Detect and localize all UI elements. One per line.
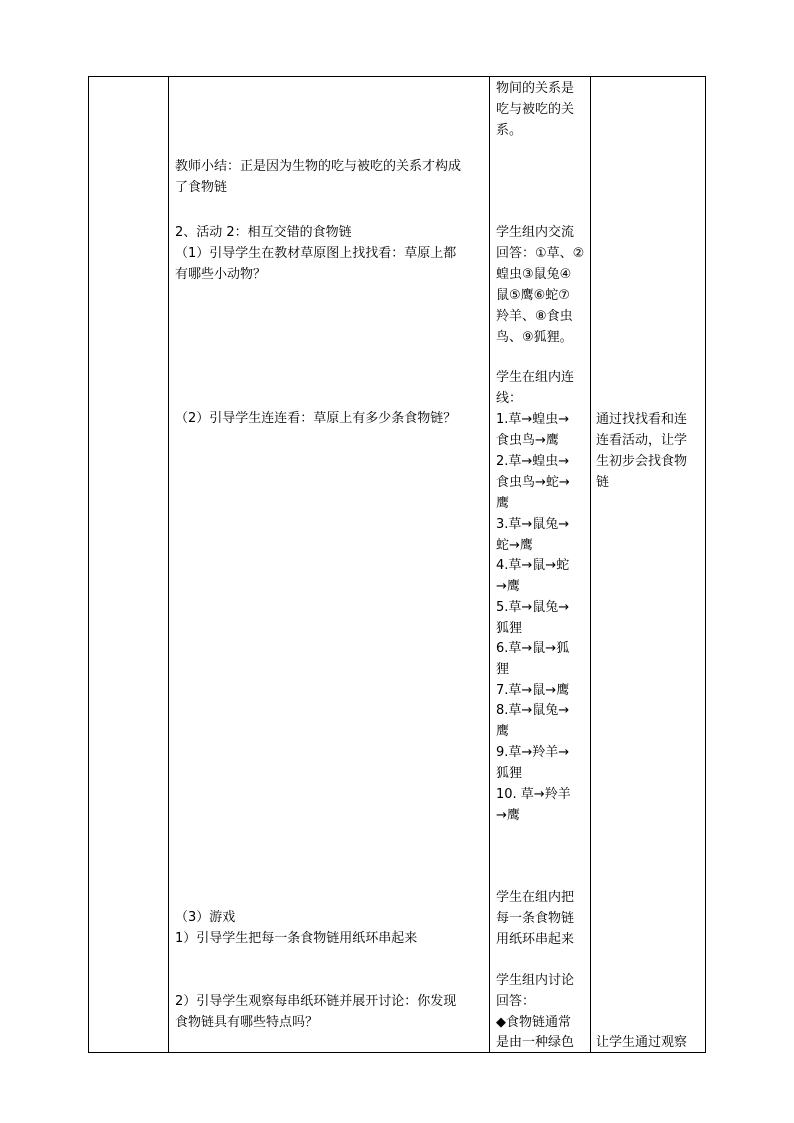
connect-line: 8.草→鼠兔→ xyxy=(496,703,570,718)
connect-line: 2.草→蝗虫→ xyxy=(496,454,570,469)
connect-line: 鹰 xyxy=(496,724,510,739)
step1-line: 有哪些小动物？ xyxy=(175,267,267,282)
student-answer-line: 鸟、⑨狐狸。 xyxy=(496,330,573,345)
intent-line: 链 xyxy=(596,475,610,490)
connect-line: 6.草→鼠→狐 xyxy=(496,641,570,656)
student-answer-line: 羚羊、⑧食虫 xyxy=(496,309,573,324)
step1-line: （1）引导学生在教材草原图上找找看：草原上都 xyxy=(175,246,457,261)
student-cont-line: 系。 xyxy=(496,123,523,138)
game-line: 用纸环串起来 xyxy=(496,932,575,947)
student-cont-line: 物间的关系是 xyxy=(496,81,575,96)
connect-line: 狸 xyxy=(496,662,510,677)
game-line: 学生在组内把 xyxy=(496,890,575,905)
intent-line: 让学生通过观察 xyxy=(596,1035,688,1050)
connect-line: 鹰 xyxy=(496,496,510,511)
connect-line: 3.草→鼠兔→ xyxy=(496,517,570,532)
connect-line: 狐狸 xyxy=(496,766,523,781)
discuss-line: ◆食物链通常 xyxy=(496,1015,571,1030)
lesson-table xyxy=(88,76,706,1053)
intent-line: 通过找找看和连 xyxy=(596,412,688,427)
connect-line: 5.草→鼠兔→ xyxy=(496,600,570,615)
connect-line: 食虫鸟→鹰 xyxy=(496,433,559,448)
connect-line: 4.草→鼠→蛇 xyxy=(496,558,570,573)
discuss-line: 回答： xyxy=(496,994,536,1009)
student-answer-line: 学生组内交流 xyxy=(496,225,575,240)
connect-line: 7.草→鼠→鹰 xyxy=(496,683,570,698)
connect-line: 食虫鸟→蛇→ xyxy=(496,475,570,490)
step3-1-text: 1）引导学生把每一条食物链用纸环串起来 xyxy=(175,931,418,946)
teacher-summary-line: 了食物链 xyxy=(175,180,228,195)
connect-line: 线： xyxy=(496,391,523,406)
discuss-line: 是由一种绿色 xyxy=(496,1035,575,1050)
activity2-title: 2、活动 2：相互交错的食物链 xyxy=(175,225,352,240)
step3-title: （3）游戏 xyxy=(175,910,236,925)
connect-line: 1.草→蝗虫→ xyxy=(496,412,570,427)
discuss-line: 学生组内讨论 xyxy=(496,973,575,988)
connect-line: 狐狸 xyxy=(496,621,523,636)
connect-line: 9.草→羚羊→ xyxy=(496,745,570,760)
student-answer-line: 鼠⑤鹰⑥蛇⑦ xyxy=(496,288,570,303)
column-divider xyxy=(168,77,169,1052)
game-line: 每一条食物链 xyxy=(496,911,575,926)
connect-line: 学生在组内连 xyxy=(496,370,575,385)
connect-line: 蛇→鹰 xyxy=(496,538,533,553)
step2-text: （2）引导学生连连看：草原上有多少条食物链？ xyxy=(175,411,457,426)
teacher-summary-line: 教师小结：正是因为生物的吃与被吃的关系才构成 xyxy=(175,159,462,174)
column-divider xyxy=(590,77,591,1052)
connect-line: →鹰 xyxy=(496,808,520,823)
connect-line: 10. 草→羚羊 xyxy=(496,787,571,802)
column-divider xyxy=(489,77,490,1052)
student-cont-line: 吃与被吃的关 xyxy=(496,102,575,117)
intent-line: 生初步会找食物 xyxy=(596,454,688,469)
step3-2-line: 食物链具有哪些特点吗？ xyxy=(175,1015,319,1030)
connect-line: →鹰 xyxy=(496,579,520,594)
student-answer-line: 回答：①草、② xyxy=(496,246,585,261)
student-answer-line: 蝗虫③鼠兔④ xyxy=(496,267,572,282)
step3-2-line: 2）引导学生观察每串纸环链并展开讨论：你发现 xyxy=(175,994,457,1009)
intent-line: 连看活动，让学 xyxy=(596,433,688,448)
